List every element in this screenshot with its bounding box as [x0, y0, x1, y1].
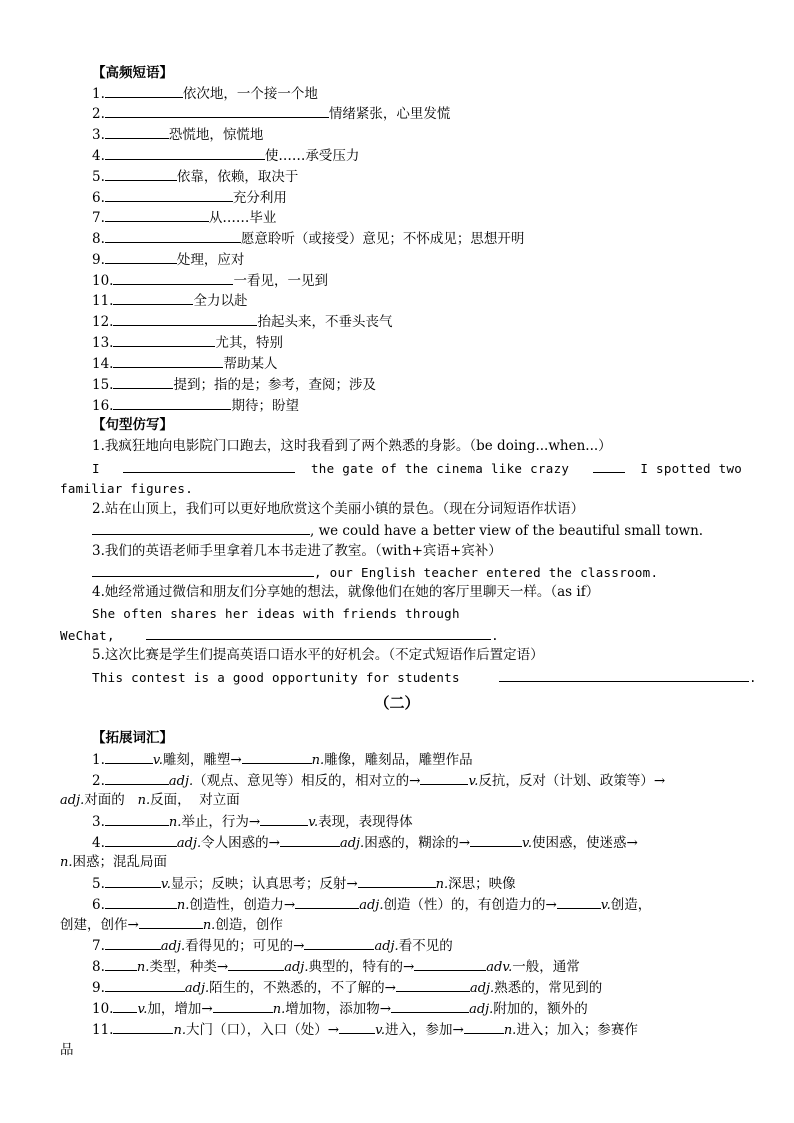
part-of-speech: n.: [202, 918, 216, 933]
answer-blank[interactable]: [420, 771, 468, 785]
item-number: 13.: [92, 335, 114, 351]
answer-blank[interactable]: [414, 957, 486, 971]
part-of-speech: v.: [137, 1002, 148, 1017]
item-number: 2.: [92, 106, 105, 122]
item-text: 看不见的: [398, 938, 453, 954]
section-heading-vocabulary: 【拓展词汇】: [92, 730, 173, 746]
sentence-line: [60, 626, 499, 645]
item-text: 陌生的，不熟悉的，不了解的→: [209, 980, 396, 996]
item-text: 典型的，特有的→: [308, 959, 415, 975]
answer-blank[interactable]: [105, 229, 241, 243]
list-item: [92, 375, 376, 394]
item-number: 11.: [92, 293, 114, 309]
list-item: [92, 146, 359, 165]
item-number: 15.: [92, 377, 114, 393]
item-text: 期待；盼望: [231, 398, 299, 414]
item-text: 充分利用: [232, 190, 287, 206]
answer-blank[interactable]: [105, 188, 233, 202]
part-of-speech: v.: [160, 877, 171, 892]
vocab-item: [92, 999, 588, 1019]
answer-blank[interactable]: [242, 750, 312, 764]
sentence-text: , our English teacher entered the classroom.: [314, 565, 659, 580]
vocab-item: [92, 957, 580, 977]
sentence-line: [92, 563, 658, 582]
list-item: [92, 125, 263, 144]
item-text: 情绪紧张，心里发慌: [328, 106, 451, 122]
item-number: 4.: [92, 148, 105, 164]
answer-blank[interactable]: [105, 250, 177, 264]
part-of-speech: adj.: [339, 836, 365, 851]
item-text: 附加的，额外的: [493, 1001, 588, 1017]
answer-blank[interactable]: [105, 978, 185, 992]
answer-blank[interactable]: [339, 1020, 375, 1034]
vocab-item-continued: [60, 853, 167, 872]
vocab-item: [92, 895, 651, 915]
answer-blank[interactable]: [113, 999, 137, 1013]
answer-blank[interactable]: [105, 936, 161, 950]
part-of-speech: adj.: [176, 836, 202, 851]
list-item: [92, 250, 244, 269]
item-number: 6.: [92, 897, 105, 913]
vocab-item: [92, 812, 413, 832]
vocab-item: [92, 978, 602, 998]
item-text: 困惑的，糊涂的→: [364, 835, 471, 851]
sentence-prompt: 1.我疯狂地向电影院门口跑去，这时我看到了两个熟悉的身影。（be doing...when...）: [92, 438, 612, 454]
item-text: 依靠，依赖，取决于: [176, 169, 299, 185]
item-number: 4.: [92, 835, 105, 851]
part-of-speech: adj.: [60, 793, 85, 808]
item-text: 困惑；混乱局面: [72, 854, 168, 870]
item-text: 一般，通常: [512, 959, 580, 975]
answer-blank[interactable]: [113, 375, 173, 389]
item-text: 抬起头来，不垂头丧气: [257, 314, 393, 330]
answer-blank[interactable]: [123, 459, 295, 473]
part-of-speech: v.: [375, 1023, 385, 1038]
part-of-speech: adj.: [284, 960, 309, 975]
item-text: 反抗，反对（计划、政策等）→: [478, 773, 666, 789]
item-text: 反面，: [150, 792, 191, 808]
item-number: 3.: [92, 127, 105, 143]
part-of-speech: adj.: [359, 898, 384, 913]
list-item: [92, 396, 299, 415]
answer-blank[interactable]: [105, 146, 265, 160]
vocab-item-continued: [60, 915, 283, 935]
part-of-speech: n.: [311, 753, 325, 768]
answer-blank[interactable]: [228, 957, 284, 971]
item-text: 表现，表现得体: [318, 814, 413, 830]
list-item: [92, 229, 524, 248]
item-number: 7.: [92, 210, 105, 226]
item-text: 使困惑，使迷惑→: [531, 835, 638, 851]
list-item: [92, 104, 450, 123]
vocab-item: [92, 874, 516, 894]
answer-blank[interactable]: [358, 874, 436, 888]
item-number: 8.: [92, 959, 105, 975]
answer-blank[interactable]: [92, 521, 310, 535]
answer-blank[interactable]: [113, 1020, 173, 1034]
sentence-prompt: 5.这次比赛是学生们提高英语口语水平的好机会。（不定式短语作后置定语）: [92, 647, 544, 663]
part-of-speech: v.: [468, 774, 479, 789]
part-of-speech: v.: [308, 815, 319, 830]
answer-blank[interactable]: [464, 1020, 504, 1034]
item-text: 看得见的；可见的→: [185, 938, 305, 954]
vocab-item: [92, 771, 665, 791]
item-text: 进入；加入；参赛作: [516, 1022, 638, 1038]
part-of-speech: n.: [176, 898, 190, 913]
list-item: [92, 354, 277, 373]
item-text: 创建，创作→: [60, 917, 139, 933]
sentence-prompt: 2.站在山顶上，我们可以更好地欣赏这个美丽小镇的景色。（现在分词短语作状语）: [92, 501, 585, 517]
sentence-line: [92, 668, 757, 687]
item-number: 2.: [92, 773, 105, 789]
part-of-speech: adj.: [469, 981, 495, 996]
answer-blank[interactable]: [105, 167, 177, 181]
item-text: 尤其，特别: [215, 335, 283, 351]
item-text: 令人困惑的→: [201, 835, 280, 851]
item-number: 8.: [92, 231, 105, 247]
section-heading-phrases: 【高频短语】: [92, 65, 173, 81]
answer-blank[interactable]: [396, 978, 470, 992]
answer-blank[interactable]: [113, 354, 223, 368]
item-text: 提到；指的是；参考，查阅；涉及: [173, 377, 376, 393]
item-text: 恐慌地，惊慌地: [168, 127, 264, 143]
sentence-text: .: [748, 670, 757, 685]
sentence-text: She often shares her ideas with friends through: [92, 606, 460, 621]
part-title: （二）: [374, 694, 420, 712]
item-number: 1.: [92, 752, 105, 768]
item-text: 雕像，雕刻品，雕塑作品: [324, 752, 473, 768]
vocab-item-continued: 品: [60, 1042, 74, 1058]
item-text: 对立面: [199, 792, 240, 808]
answer-blank[interactable]: [105, 125, 169, 139]
part-of-speech: n.: [136, 960, 150, 975]
part-of-speech: adj.: [160, 939, 186, 954]
item-text: 加，增加→: [147, 1001, 213, 1017]
answer-blank[interactable]: [105, 957, 137, 971]
item-number: 3.: [92, 814, 105, 830]
item-text: 熟悉的，常见到的: [494, 980, 603, 996]
sentence-text: This contest is a good opportunity for students: [92, 670, 460, 685]
sentence-prompt: 3.我们的英语老师手里拿着几本书走进了教室。（with+宾语+宾补）: [92, 543, 502, 559]
sentence-text: the gate of the cinema like crazy: [310, 461, 570, 476]
item-number: 10.: [92, 1001, 114, 1017]
item-text: 创造，创作: [215, 917, 283, 933]
answer-blank[interactable]: [105, 812, 169, 826]
item-text: 创造（性）的，有创造力的→: [383, 897, 557, 913]
sentence-text: familiar figures.: [60, 481, 194, 496]
answer-blank[interactable]: [105, 833, 177, 847]
vocab-item: [92, 833, 638, 853]
answer-blank[interactable]: [146, 626, 491, 640]
answer-blank[interactable]: [113, 312, 257, 326]
sentence-text: I spotted two: [640, 461, 743, 476]
answer-blank[interactable]: [113, 396, 231, 410]
item-number: 5.: [92, 169, 105, 185]
item-number: 9.: [92, 252, 105, 268]
item-text: 使……承受压力: [264, 148, 360, 164]
answer-blank[interactable]: [105, 874, 161, 888]
list-item: [92, 208, 276, 227]
part-of-speech: v.: [152, 753, 163, 768]
section-heading-sentences: 【句型仿写】: [92, 417, 173, 433]
list-item: [92, 333, 283, 352]
item-text: 显示；反映；认真思考；反射→: [170, 876, 358, 892]
answer-blank[interactable]: [105, 750, 153, 764]
item-text: 进入，参加→: [385, 1022, 464, 1038]
answer-blank[interactable]: [391, 999, 469, 1013]
item-text: 全力以赴: [193, 293, 248, 309]
sentence-text: .: [491, 628, 499, 643]
item-number: 7.: [92, 938, 105, 954]
answer-blank[interactable]: [304, 936, 374, 950]
sentence-text: WeChat,: [60, 628, 115, 643]
sentence-text: I: [92, 461, 100, 476]
part-of-speech: n.: [503, 1023, 517, 1038]
sentence-prompt: 4.她经常通过微信和朋友们分享她的想法，就像他们在她的客厅里聊天一样。（as if）: [92, 584, 600, 600]
part-of-speech: v.: [600, 898, 611, 913]
vocab-item: [92, 1020, 638, 1040]
item-text: 从……毕业: [208, 210, 277, 226]
answer-blank[interactable]: [105, 771, 169, 785]
part-of-speech: adj.: [374, 939, 399, 954]
item-number: 5.: [92, 876, 105, 892]
item-text: 一看见，一见到: [233, 273, 328, 289]
list-item: [92, 84, 318, 103]
sentence-line: [92, 521, 703, 540]
part-of-speech: n.: [435, 877, 449, 892]
part-of-speech: n.: [137, 793, 151, 808]
answer-blank[interactable]: [593, 459, 625, 473]
part-of-speech: n.: [272, 1002, 286, 1017]
part-of-speech: adv.: [486, 960, 513, 975]
item-text: 帮助某人: [223, 356, 278, 372]
item-text: 对面的: [84, 792, 125, 808]
list-item: [92, 188, 287, 207]
part-of-speech: n.: [173, 1023, 186, 1038]
answer-blank[interactable]: [499, 668, 749, 682]
answer-blank[interactable]: [105, 895, 177, 909]
vocab-item-continued: [60, 791, 240, 810]
list-item: [92, 167, 298, 186]
sentence-text: , we could have a better view of the beautiful small town.: [310, 523, 704, 539]
item-number: 1.: [92, 86, 105, 102]
item-text: 深思；映像: [448, 876, 516, 892]
answer-blank[interactable]: [105, 84, 183, 98]
item-number: 6.: [92, 190, 105, 206]
item-text: 处理，应对: [176, 252, 245, 268]
part-of-speech: adj.: [184, 981, 210, 996]
item-text: 依次地，一个接一个地: [182, 86, 318, 102]
item-text: 创造性，创造力→: [189, 897, 296, 913]
item-text: （观点、意见等）相反的，相对立的→: [193, 773, 421, 789]
answer-blank[interactable]: [105, 104, 329, 118]
answer-blank[interactable]: [213, 999, 273, 1013]
part-of-speech: v.: [522, 836, 532, 851]
answer-blank[interactable]: [92, 563, 314, 577]
item-text: 增加物，添加物→: [285, 1001, 392, 1017]
answer-blank[interactable]: [113, 291, 193, 305]
item-number: 9.: [92, 980, 105, 996]
list-item: [92, 312, 392, 331]
item-text: 创造，: [610, 897, 652, 913]
answer-blank[interactable]: [557, 895, 601, 909]
item-text: 类型，种类→: [149, 959, 229, 975]
vocab-item: [92, 936, 453, 956]
answer-blank[interactable]: [470, 833, 522, 847]
vocab-item: [92, 750, 473, 770]
item-number: 12.: [92, 314, 114, 330]
part-of-speech: n.: [168, 815, 182, 830]
item-text: 举止，行为→: [181, 814, 261, 830]
list-item: [92, 271, 328, 290]
answer-blank[interactable]: [113, 271, 233, 285]
item-text: 大门（口），入口（处）→: [186, 1022, 340, 1038]
item-number: 16.: [92, 398, 114, 414]
answer-blank[interactable]: [260, 812, 308, 826]
sentence-line: [92, 459, 742, 478]
part-of-speech: adj.: [168, 774, 194, 789]
item-text: 愿意聆听（或接受）意见；不怀成见；思想开明: [240, 231, 525, 247]
list-item: [92, 291, 247, 310]
answer-blank[interactable]: [295, 895, 359, 909]
answer-blank[interactable]: [139, 915, 203, 929]
part-of-speech: adj.: [469, 1002, 494, 1017]
item-number: 11.: [92, 1022, 114, 1038]
item-text: 雕刻，雕塑→: [162, 752, 242, 768]
answer-blank[interactable]: [280, 833, 340, 847]
item-number: 14.: [92, 356, 114, 372]
part-of-speech: n.: [60, 855, 73, 870]
item-number: 10.: [92, 273, 114, 289]
answer-blank[interactable]: [105, 208, 209, 222]
answer-blank[interactable]: [113, 333, 215, 347]
